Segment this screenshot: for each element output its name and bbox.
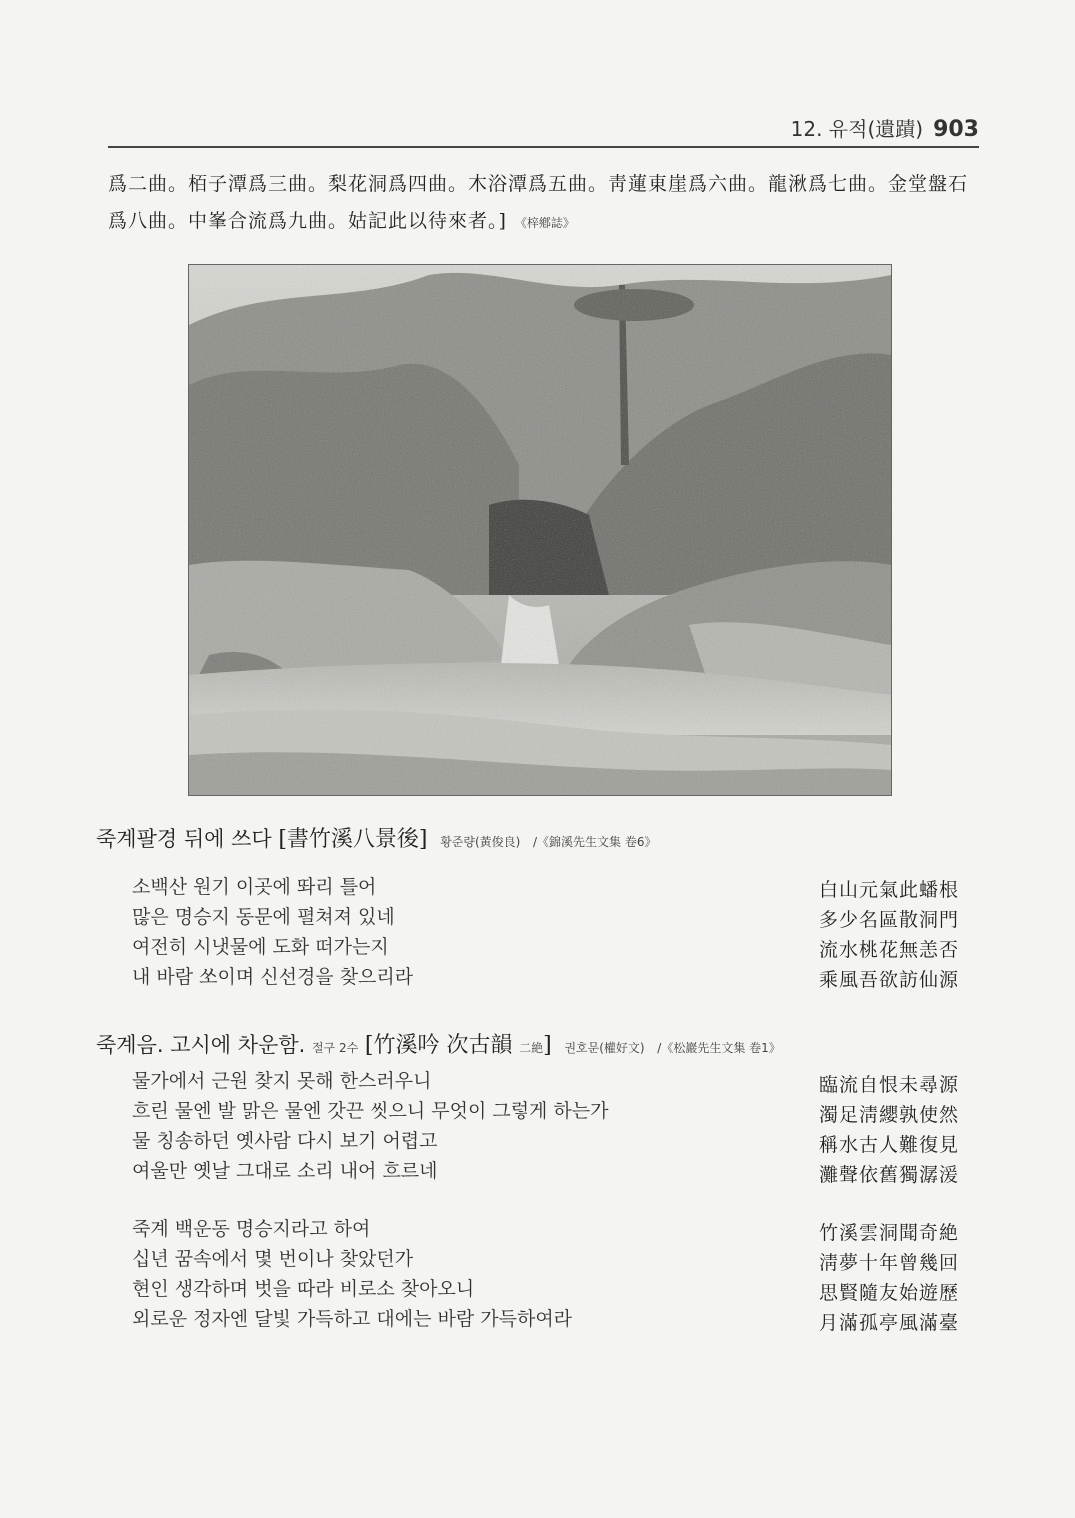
- poem2-title: [96, 1028, 781, 1059]
- waterfall-photo-image: [189, 265, 891, 795]
- poem2-s2-hz-line-1: 竹溪雲洞聞奇絶: [818, 1222, 959, 1244]
- poem2-s2-ko-line-3: 현인 생각하며 벗을 따라 비로소 찾아오니: [132, 1278, 475, 1300]
- poem2-s1-ko-line-2: 흐린 물엔 발 맑은 물엔 갓끈 씻으니 무엇이 그렇게 하는가: [132, 1100, 609, 1122]
- intro-paragraph: [108, 166, 980, 242]
- poem2-title-korean: 죽계음. 고시에 차운함.: [96, 1033, 306, 1057]
- poem2-s2-ko-line-2: 십년 꿈속에서 몇 번이나 찾았던가: [132, 1248, 414, 1270]
- poem1-source: /《錦溪先生文集 卷6》: [533, 835, 657, 849]
- intro-text: 爲二曲。栢子潭爲三曲。梨花洞爲四曲。木浴潭爲五曲。靑蓮東崖爲六曲。龍湫爲七曲。金堂盤石爲八曲。中峯合流爲九曲。姑記此以待來者。]: [108, 173, 969, 232]
- poem1-ko-line-2: 많은 명승지 동문에 펼쳐져 있네: [132, 906, 395, 928]
- poem1-ko-line-3: 여전히 시냇물에 도화 떠가는지: [132, 936, 389, 958]
- poem2-s1-hz-line-2: 濁足淸纓孰使然: [818, 1104, 959, 1126]
- poem2-s2-hz-line-3: 思賢隨友始遊歷: [818, 1282, 959, 1304]
- poem2-s1-ko-line-4: 여울만 옛날 그대로 소리 내어 흐르네: [132, 1160, 438, 1182]
- poem1-title-korean: 죽계팔경 뒤에 쓰다: [96, 827, 272, 851]
- poem2-source: /《松巖先生文集 卷1》: [657, 1041, 781, 1055]
- poem2-s2-hz-line-4: 月滿孤亭風滿臺: [818, 1312, 959, 1334]
- section-heading: [791, 113, 979, 142]
- poem2-s1-hz-line-3: 稱水古人難復見: [818, 1134, 959, 1156]
- poem1-hz-line-3: 流水桃花無恙否: [818, 939, 959, 961]
- poem1-ko-line-1: 소백산 원기 이곳에 똬리 틀어: [132, 876, 377, 898]
- poem2-s2-ko-line-1: 죽계 백운동 명승지라고 하여: [132, 1218, 371, 1240]
- running-header: [108, 112, 979, 148]
- page-number: 903: [933, 117, 979, 142]
- poem2-s1-hz-line-4: 灘聲依舊獨潺湲: [818, 1164, 959, 1186]
- poem2-title-hanja-small: 二絶: [519, 1041, 544, 1055]
- poem2-form: 절구 2수: [311, 1041, 359, 1055]
- waterfall-photo: [188, 264, 892, 796]
- poem2-s2-hz-line-2: 淸夢十年曾幾回: [818, 1252, 959, 1274]
- poem2-s1-ko-line-3: 물 칭송하던 옛사람 다시 보기 어렵고: [132, 1130, 438, 1152]
- poem1-author: 황준량(黃俊良): [440, 835, 521, 849]
- section-title: 12. 유적(遺蹟): [790, 117, 924, 141]
- poem2-s1-ko-line-1: 물가에서 근원 찾지 못해 한스러우니: [132, 1070, 432, 1092]
- poem1-title: [96, 822, 657, 853]
- intro-source: 《梓鄕誌》: [514, 216, 575, 230]
- poem2-author: 권호문(權好文): [564, 1041, 645, 1055]
- poem2-s1-hz-line-1: 臨流自恨未尋源: [818, 1074, 959, 1096]
- poem1-ko-line-4: 내 바람 쏘이며 신선경을 찾으리라: [132, 966, 414, 988]
- poem1-hz-line-4: 乘風吾欲訪仙源: [818, 969, 959, 991]
- poem2-title-hanja: [竹溪吟 次古韻: [364, 1033, 513, 1058]
- poem2-s2-ko-line-4: 외로운 정자엔 달빛 가득하고 대에는 바람 가득하여라: [132, 1308, 573, 1330]
- poem1-hz-line-2: 多少名區散洞門: [818, 909, 959, 931]
- poem1-hz-line-1: 白山元氣此蟠根: [818, 879, 959, 901]
- poem2-title-hanja-end: ]: [543, 1033, 552, 1058]
- poem1-title-hanja: [書竹溪八景後]: [278, 827, 428, 852]
